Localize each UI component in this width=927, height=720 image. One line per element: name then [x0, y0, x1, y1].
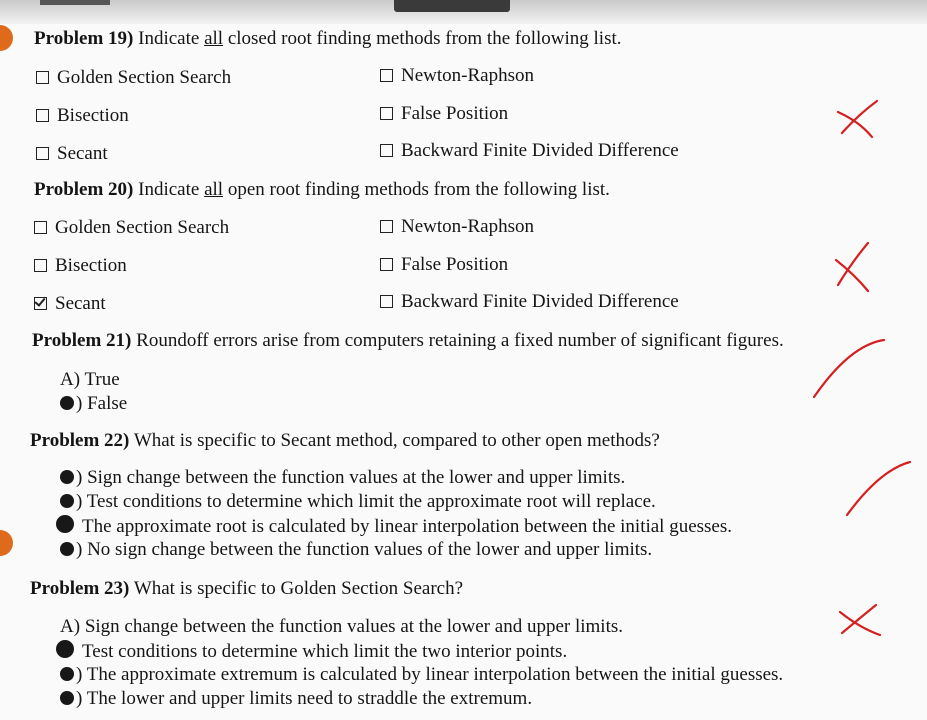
problem-label: Problem 23) [30, 578, 130, 599]
option-label: Backward Finite Divided Difference [401, 291, 679, 312]
option-letter: ) [76, 467, 83, 488]
option-label: Bisection [57, 105, 129, 126]
option-letter: ) [76, 688, 83, 709]
question-text: What is specific to Secant method, compared to other open methods? [133, 430, 660, 451]
problem-label: Problem 19) [34, 28, 134, 49]
option-label: Sign change between the function values at the lower and upper limits. [84, 616, 623, 637]
option-label: The approximate extremum is calculated by linear interpolation between the initial guesses. [86, 664, 784, 685]
question-text: Indicate [138, 28, 200, 49]
problem-label: Problem 22) [30, 430, 130, 451]
correct-check-mark-icon [847, 462, 910, 515]
option-label: False Position [401, 103, 509, 124]
option-label: The approximate root is calculated by linear interpolation between the initial guesses. [82, 516, 733, 537]
option-label: Backward Finite Divided Difference [401, 140, 679, 161]
option-label: Bisection [55, 255, 127, 276]
underlined-word: all [204, 179, 224, 200]
option-letter: ) [76, 539, 83, 560]
option-label: No sign change between the function values of the lower and upper limits. [87, 539, 653, 560]
question-text: Indicate [138, 179, 200, 200]
option-letter: A) [60, 616, 81, 637]
option-label: Golden Section Search [55, 217, 230, 238]
question-text: open root finding methods from the following list. [227, 179, 610, 200]
option-label: Newton-Raphson [401, 65, 534, 86]
option-label: Secant [55, 293, 106, 314]
option-label: Sign change between the function values at the lower and upper limits. [87, 467, 626, 488]
option-label: The lower and upper limits need to straddle the extremum. [86, 688, 533, 709]
option-letter: A) [60, 369, 81, 390]
correct-check-mark-icon [814, 340, 884, 397]
option-label: Test conditions to determine which limit the approximate root will replace. [86, 491, 656, 512]
option-label: True [84, 369, 120, 390]
option-letter: ) [76, 491, 83, 512]
wrong-mark-x-icon [840, 612, 880, 635]
option-label: Test conditions to determine which limit the two interior points. [82, 641, 568, 662]
problem-label: Problem 21) [32, 330, 132, 351]
question-text: What is specific to Golden Section Search? [133, 578, 464, 599]
option-label: Golden Section Search [57, 67, 232, 88]
option-label: Secant [57, 143, 108, 164]
question-text: closed root finding methods from the following list. [227, 28, 622, 49]
option-label: False Position [401, 254, 509, 275]
option-letter: ) [76, 393, 83, 414]
option-letter: ) [76, 664, 83, 685]
question-text: Roundoff errors arise from computers retaining a fixed number of significant figures. [136, 330, 784, 351]
option-label: False [87, 393, 128, 414]
problem-label: Problem 20) [34, 179, 134, 200]
option-label: Newton-Raphson [401, 216, 534, 237]
underlined-word: all [204, 28, 224, 49]
